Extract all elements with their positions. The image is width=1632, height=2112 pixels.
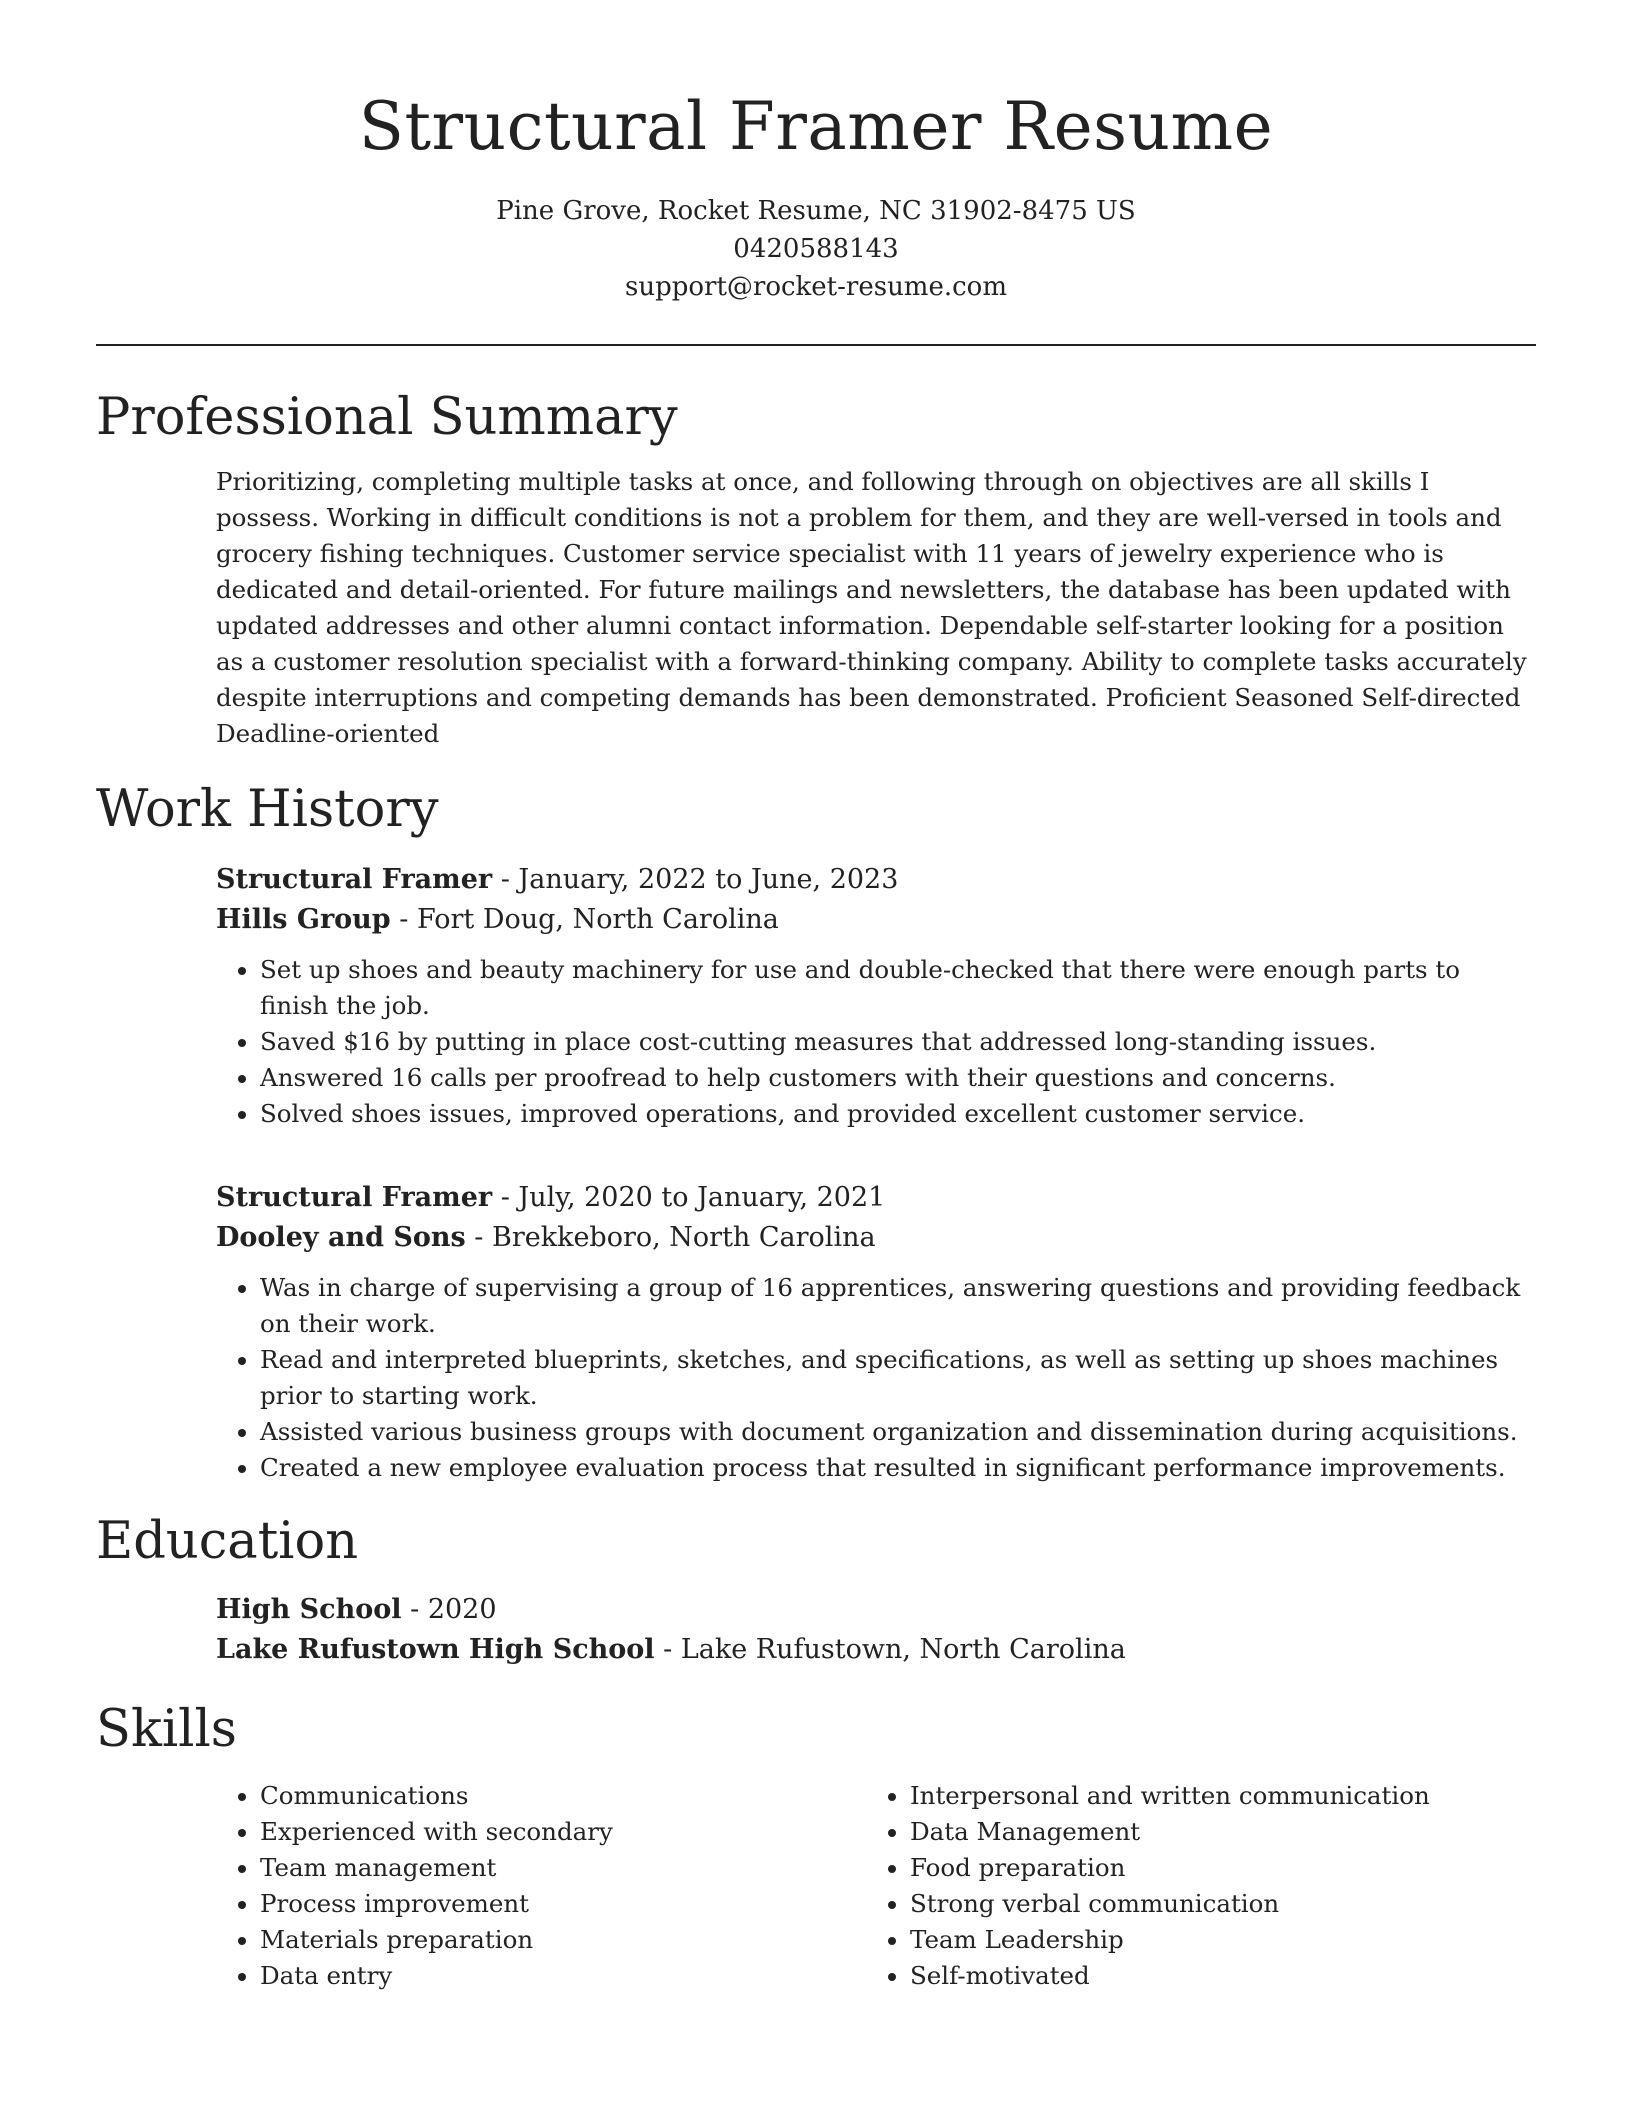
job-dates: - January, 2022 to June, 2023 (492, 864, 899, 895)
job-entry (216, 1178, 1536, 1486)
resume-page (96, 0, 1536, 1994)
job-duties (216, 952, 1536, 1132)
education-heading: Education (96, 1512, 359, 1571)
list-item: • Created a new employee evaluation process that resulted in significant performance improvements. (260, 1450, 1536, 1486)
school-location: - Lake Rufustown, North Carolina (654, 1634, 1126, 1665)
list-item: • Experienced with secondary (260, 1814, 866, 1850)
job-title-line (216, 860, 1536, 900)
list-item: • Assisted various business groups with document organization and dissemination during acquisitions. (260, 1414, 1536, 1450)
resume-title: Structural Framer Resume (358, 88, 1274, 165)
list-item: • Team management (260, 1850, 866, 1886)
education-section (96, 1512, 1536, 1670)
school-name: Lake Rufustown High School (216, 1634, 655, 1665)
job-title: Structural Framer (216, 1182, 493, 1213)
list-item: • Interpersonal and written communication (910, 1778, 1536, 1814)
list-item: • Set up shoes and beauty machinery for use and double-checked that there were enough parts to finish the job. (260, 952, 1536, 1024)
job-company-line (216, 900, 1536, 940)
degree: High School (216, 1594, 402, 1625)
summary-text: Prioritizing, completing multiple tasks at once, and following through on objectives are all skills I possess. Working in difficult conditions is not a problem for them, and they are well-versed in tools and grocery fishing techniques. Customer service specialist with 11 years of jewelry experience who is dedicated and detail-oriented. For future mailings and newsletters, the database has been updated with updated addresses and other alumni contact information. Dependable self-starter looking for a position as a customer resolution specialist with a forward-thinking company. Ability to complete tasks accurately despite interruptions and competing demands has been demonstrated. Proficient Seasoned Self-directed Deadline-oriented (216, 467, 1527, 748)
list-item: • Strong verbal communication (910, 1886, 1536, 1922)
summary-section (96, 388, 1536, 752)
list-item: • Saved $16 by putting in place cost-cutting measures that addressed long-standing issues. (260, 1024, 1536, 1060)
list-item: • Data entry (260, 1958, 866, 1994)
job-entry (216, 860, 1536, 1132)
list-item: • Team Leadership (910, 1922, 1536, 1958)
address: Pine Grove, Rocket Resume, NC 31902-8475 US (496, 196, 1136, 226)
work-history-heading: Work History (96, 780, 439, 839)
list-item: • Materials preparation (260, 1922, 866, 1958)
list-item: • Data Management (910, 1814, 1536, 1850)
job-location: - Brekkeboro, North Carolina (465, 1222, 876, 1253)
job-location: - Fort Doug, North Carolina (390, 904, 779, 935)
degree-line (216, 1590, 1536, 1630)
work-history-section (96, 780, 1536, 1486)
summary-heading: Professional Summary (96, 388, 678, 447)
list-item: • Process improvement (260, 1886, 866, 1922)
skills-column-left (216, 1778, 866, 1994)
list-item: • Communications (260, 1778, 866, 1814)
job-title-line (216, 1178, 1536, 1218)
skills-column-right (866, 1778, 1536, 1994)
phone: 0420588143 (733, 234, 899, 264)
education-entry (216, 1590, 1536, 1670)
list-item: • Food preparation (910, 1850, 1536, 1886)
header-divider (96, 344, 1536, 346)
list-item: • Was in charge of supervising a group of 16 apprentices, answering questions and providing feedback on their work. (260, 1270, 1536, 1342)
contact-info (96, 192, 1536, 306)
list-item: • Solved shoes issues, improved operations, and provided excellent customer service. (260, 1096, 1536, 1132)
list-item: • Answered 16 calls per proofread to help customers with their questions and concerns. (260, 1060, 1536, 1096)
list-item: • Self-motivated (910, 1958, 1536, 1994)
email: support@rocket-resume.com (624, 272, 1007, 302)
skills-heading: Skills (96, 1700, 237, 1759)
job-title: Structural Framer (216, 864, 493, 895)
school-line (216, 1630, 1536, 1670)
resume-header (96, 0, 1536, 306)
job-dates: - July, 2020 to January, 2021 (492, 1182, 886, 1213)
job-company: Hills Group (216, 904, 391, 935)
job-duties (216, 1270, 1536, 1486)
skills-list (216, 1778, 1536, 1994)
job-company: Dooley and Sons (216, 1222, 466, 1253)
list-item: • Read and interpreted blueprints, sketches, and specifications, as well as setting up shoes machines prior to starting work. (260, 1342, 1536, 1414)
skills-section (96, 1700, 1536, 1994)
job-company-line (216, 1218, 1536, 1258)
graduation-year: - 2020 (401, 1594, 497, 1625)
